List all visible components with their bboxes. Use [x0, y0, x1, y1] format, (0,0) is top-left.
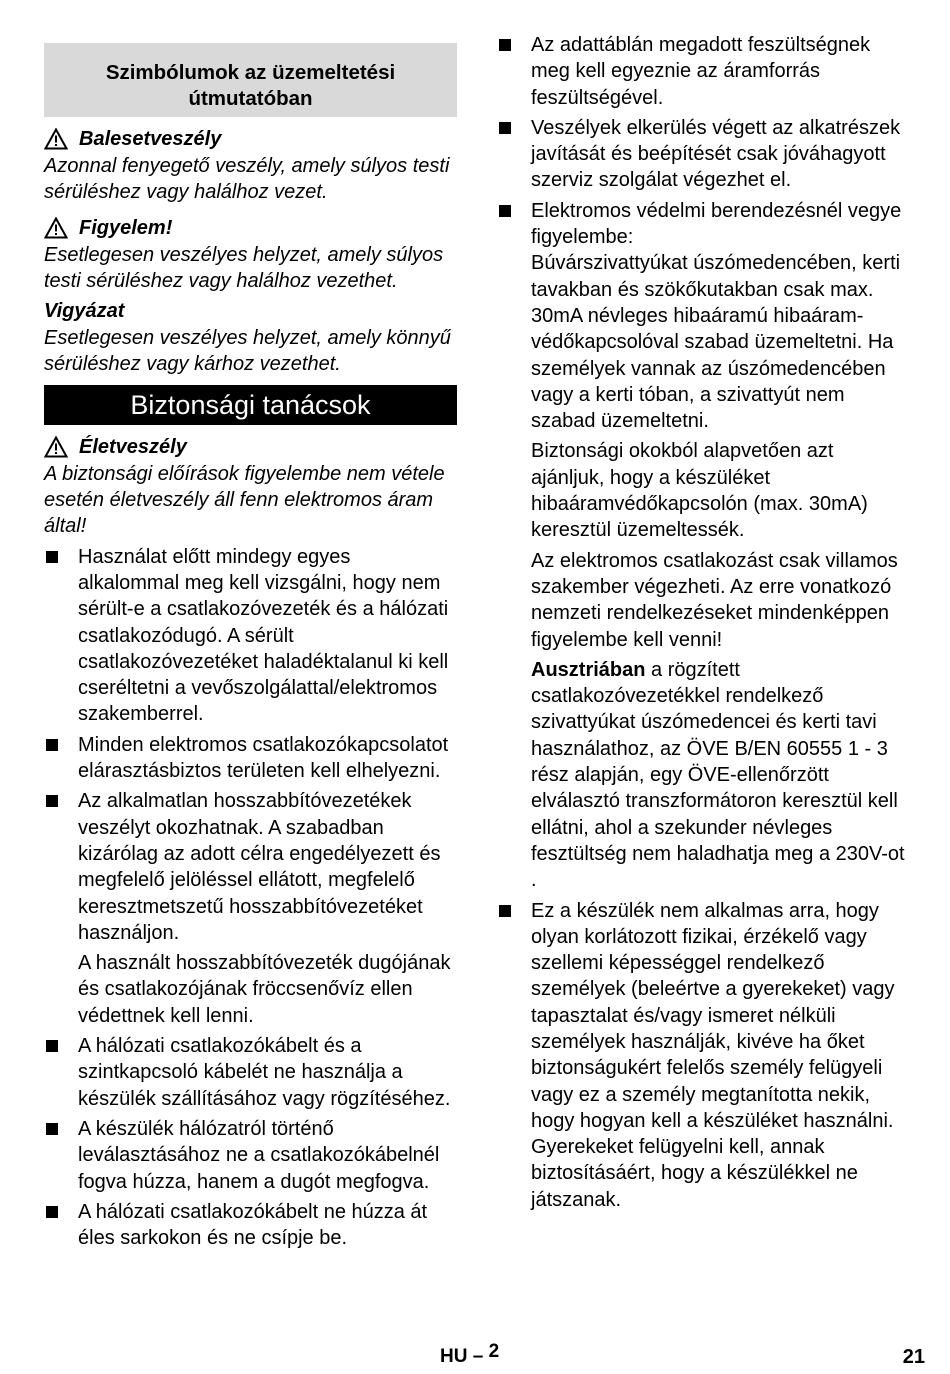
list-item	[44, 1199, 457, 1252]
austria-paragraph	[531, 657, 909, 894]
page-number: 21	[902, 1346, 925, 1368]
square-bullet-icon	[46, 739, 58, 751]
austria-bold: Ausztriában	[531, 658, 646, 681]
list-item-text: Az elektromos csatlakozást csak villamos szakember végezheti. Az erre vonatkozó nemzeti rendelkezéseket mindenképpen figyelembe kell venni!	[531, 549, 898, 651]
warning-triangle-icon	[44, 128, 68, 150]
square-bullet-icon	[499, 205, 511, 217]
square-bullet-icon	[46, 1040, 58, 1052]
list-item	[44, 544, 457, 728]
caution-title-row	[44, 298, 457, 324]
safety-section-header: Biztonsági tanácsok	[44, 385, 457, 425]
list-item	[44, 1116, 457, 1195]
square-bullet-icon	[499, 39, 511, 51]
warning-triangle-icon	[44, 436, 68, 458]
danger-title: Balesetveszély	[79, 128, 222, 150]
list-item-text: A hálózati csatlakozókábelt ne húzza át éles sarkokon és ne csípje be.	[78, 1200, 428, 1250]
list-item-text: Használat előtt mindegy egyes alkalommal meg kell vizsgálni, hogy nem sérült-e a csatlakozóvezeték és a hálózati csatlakozódugó. A sérült csatlakozóvezetéket haladéktalanul ki kell cseréltetni a vevőszolgálattal/elektromos szakemberrel.	[78, 545, 449, 726]
left-column	[44, 30, 457, 1251]
square-bullet-icon	[46, 795, 58, 807]
warning-text: Esetlegesen veszélyes helyzet, amely súlyos testi sérüléshez vagy halálhoz vezethet.	[44, 243, 444, 292]
list-item-text: Ez a készülék nem alkalmas arra, hogy olyan korlátozott fizikai, érzékelő vagy szellemi képességgel rendelkező személyek (beleértve a gyerekeket) vagy tapasztalat és/vagy ismeret nélküli személyek használják, kivéve ha őket biztonságukért felelős személy felügyeli vagy ez a személy megtanította nekik, hogy hogyan kell a készüléket használni. Gyerekeket felügyelni kell, annak biztosításáért, hogy a készülékkel ne játszanak.	[531, 899, 895, 1211]
list-item	[497, 898, 909, 1214]
footer-lang: HU –	[440, 1346, 484, 1367]
square-bullet-icon	[499, 122, 511, 134]
list-item-text: Minden elektromos csatlakozókapcsolatot elárasztásbiztos területen kell elhelyezni.	[78, 733, 449, 783]
list-item	[497, 198, 909, 894]
list-item-text: Búvárszivattyúkat úszómedencében, kerti tavakban és szökőkutakban csak max. 30mA névleges hibaáramú hibaáram- védőkapcsolóval szabad üzemeltetni. Ha személyek vannak az úszómedencében vagy a kerti tóban, a szivattyút nem szabad üzemeltetni.	[531, 252, 901, 433]
list-item-text: A hálózati csatlakozókábelt és a szintkapcsoló kábelét ne használja a készülék szállításához vagy rögzítéséhez.	[78, 1035, 451, 1110]
list-item-text: Veszélyek elkerülés végett az alkatrészek javítását és beépítését csak jóváhagyott szerviz szolgálat végezhet el.	[531, 116, 901, 192]
square-bullet-icon	[46, 1123, 58, 1135]
square-bullet-icon	[46, 551, 58, 563]
danger-title-row	[44, 126, 457, 152]
list-item-text: A használt hosszabbítóvezeték dugójának és csatlakozójának fröccsenővíz ellen védettnek kell lenni.	[78, 952, 451, 1027]
austria-text: a rögzített csatlakozóvezetékkel rendelkező szivattyúkat úszómedencei és kerti tavi használathoz, az ÖVE B/EN 60555 1 - 3 rész alapján, egy ÖVE-ellenőrzött elválasztó transzformátoron keresztül kell ellátni, ahol a szekunder névleges fesztültség nem haladhatja meg a 230V-ot .	[531, 658, 905, 892]
life-danger-text: A biztonsági előírások figyelembe nem vétele esetén életveszély áll fenn elektromos áram által!	[44, 462, 445, 538]
symbols-section-header: Szimbólumok az üzemeltetési útmutatóban	[44, 43, 457, 117]
list-item-text: Az adattáblán megadott feszültségnek meg kell egyeznie az áramforrás feszültségével.	[531, 34, 871, 109]
list-item	[44, 1033, 457, 1112]
warning-title-row	[44, 215, 457, 241]
list-item	[497, 115, 909, 194]
list-item-text: Az alkalmatlan hosszabbítóvezetékek veszélyt okozhatnak. A szabadban kizárólag az adott célra engedélyezett és megfelelő jelöléssel ellátott, megfelelő keresztmetszetű hosszabbítóvezetéket használjon.	[78, 790, 441, 944]
footer-section-label	[440, 1341, 500, 1368]
warning-triangle-icon	[44, 217, 68, 239]
caution-text: Esetlegesen veszélyes helyzet, amely könnyű sérüléshez vagy kárhoz vezethet.	[44, 327, 451, 376]
list-item	[44, 732, 457, 785]
list-item-text: Elektromos védelmi berendezésnél vegye figyelembe:	[531, 199, 902, 249]
list-item-text: Biztonsági okokból alapvetően azt ajánljuk, hogy a készüléket hibaáramvédőkapcsolón (max. 30mA) keresztül üzemeltessék.	[531, 440, 868, 542]
danger-text: Azonnal fenyegető veszély, amely súlyos testi sérüléshez vagy halálhoz vezet.	[44, 155, 450, 204]
list-item	[44, 788, 457, 1029]
right-column	[497, 30, 909, 1213]
list-item	[497, 32, 909, 111]
list-item-text: A készülék hálózatról történő leválasztásához ne a csatlakozókábelnél fogva húzza, hanem a dugót megfogva.	[78, 1117, 440, 1193]
caution-title: Vigyázat	[44, 300, 125, 323]
square-bullet-icon	[499, 905, 511, 917]
square-bullet-icon	[46, 1206, 58, 1218]
warning-title: Figyelem!	[79, 216, 173, 239]
life-danger-title: Életveszély	[79, 435, 187, 458]
footer-section-page: 2	[488, 1341, 500, 1362]
life-danger-title-row	[44, 434, 457, 460]
